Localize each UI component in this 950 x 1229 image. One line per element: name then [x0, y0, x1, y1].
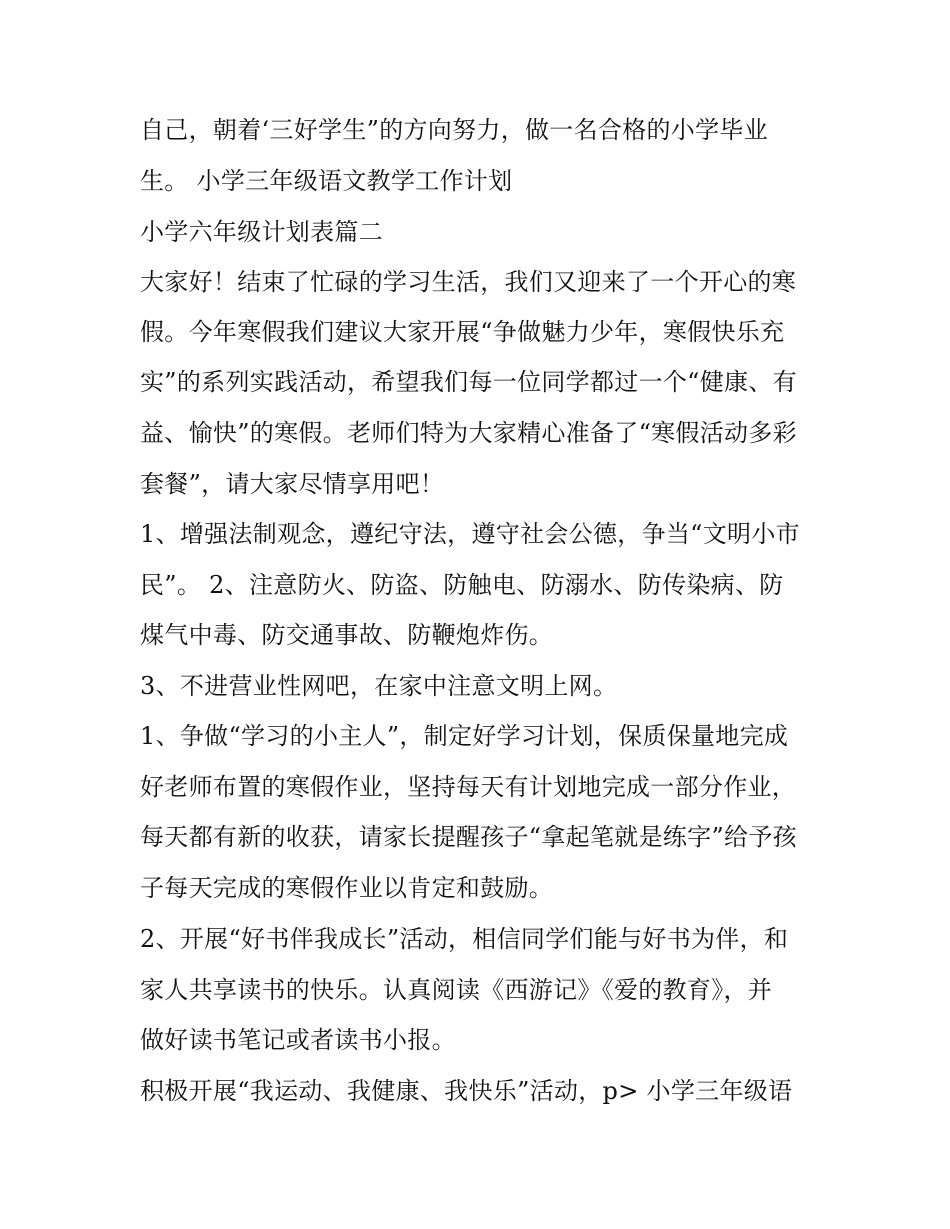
text-line: 煤气中毒、防交通事故、防鞭炮炸伤。	[140, 621, 554, 649]
text-line: 套餐”，请大家尽情享用吧！	[140, 470, 445, 498]
text-line: 子每天完成的寒假作业以肯定和鼓励。	[140, 874, 554, 902]
text-line: 实”的系列实践活动，希望我们每一位同学都过一个“健康、有	[140, 368, 797, 396]
list-item: 2、开展“好书伴我成长”活动，相信同学们能与好书为伴，和	[140, 925, 789, 953]
text-line: 民”。 2、注意防火、防盗、防触电、防溺水、防传染病、防	[140, 571, 784, 599]
list-item: 3、不进营业性网吧，在家中注意文明上网。	[140, 672, 618, 700]
text-line: 假。今年寒假我们建议大家开展“争做魅力少年，寒假快乐充	[140, 318, 785, 346]
section-heading: 小学六年级计划表篇二	[140, 218, 383, 246]
text-line: 好老师布置的寒假作业，坚持每天有计划地完成一部分作业，	[140, 773, 797, 801]
text-line: 积极开展“我运动、我健康、我快乐”活动，p> 小学三年级语	[140, 1077, 793, 1105]
list-item: 1、增强法制观念，遵纪守法，遵守社会公德，争当“文明小市	[140, 520, 800, 548]
text-line: 大家好！结束了忙碌的学习生活，我们又迎来了一个开心的寒	[140, 268, 797, 296]
text-line: 做好读书笔记或者读书小报。	[140, 1026, 456, 1054]
list-item: 1、争做“学习的小主人”，制定好学习计划，保质保量地完成	[140, 722, 789, 750]
text-line: 益、愉快”的寒假。老师们特为大家精心准备了“寒假活动多彩	[140, 419, 797, 447]
text-line: 自己，朝着‘三好学生”的方向努力，做一名合格的小学毕业	[140, 116, 768, 144]
text-line: 生。 小学三年级语文教学工作计划	[140, 167, 513, 195]
text-line: 家人共享读书的快乐。认真阅读《西游记》《爱的教育》，并	[140, 976, 773, 1004]
text-line: 每天都有新的收获，请家长提醒孩子“拿起笔就是练字”给予孩	[140, 823, 797, 851]
